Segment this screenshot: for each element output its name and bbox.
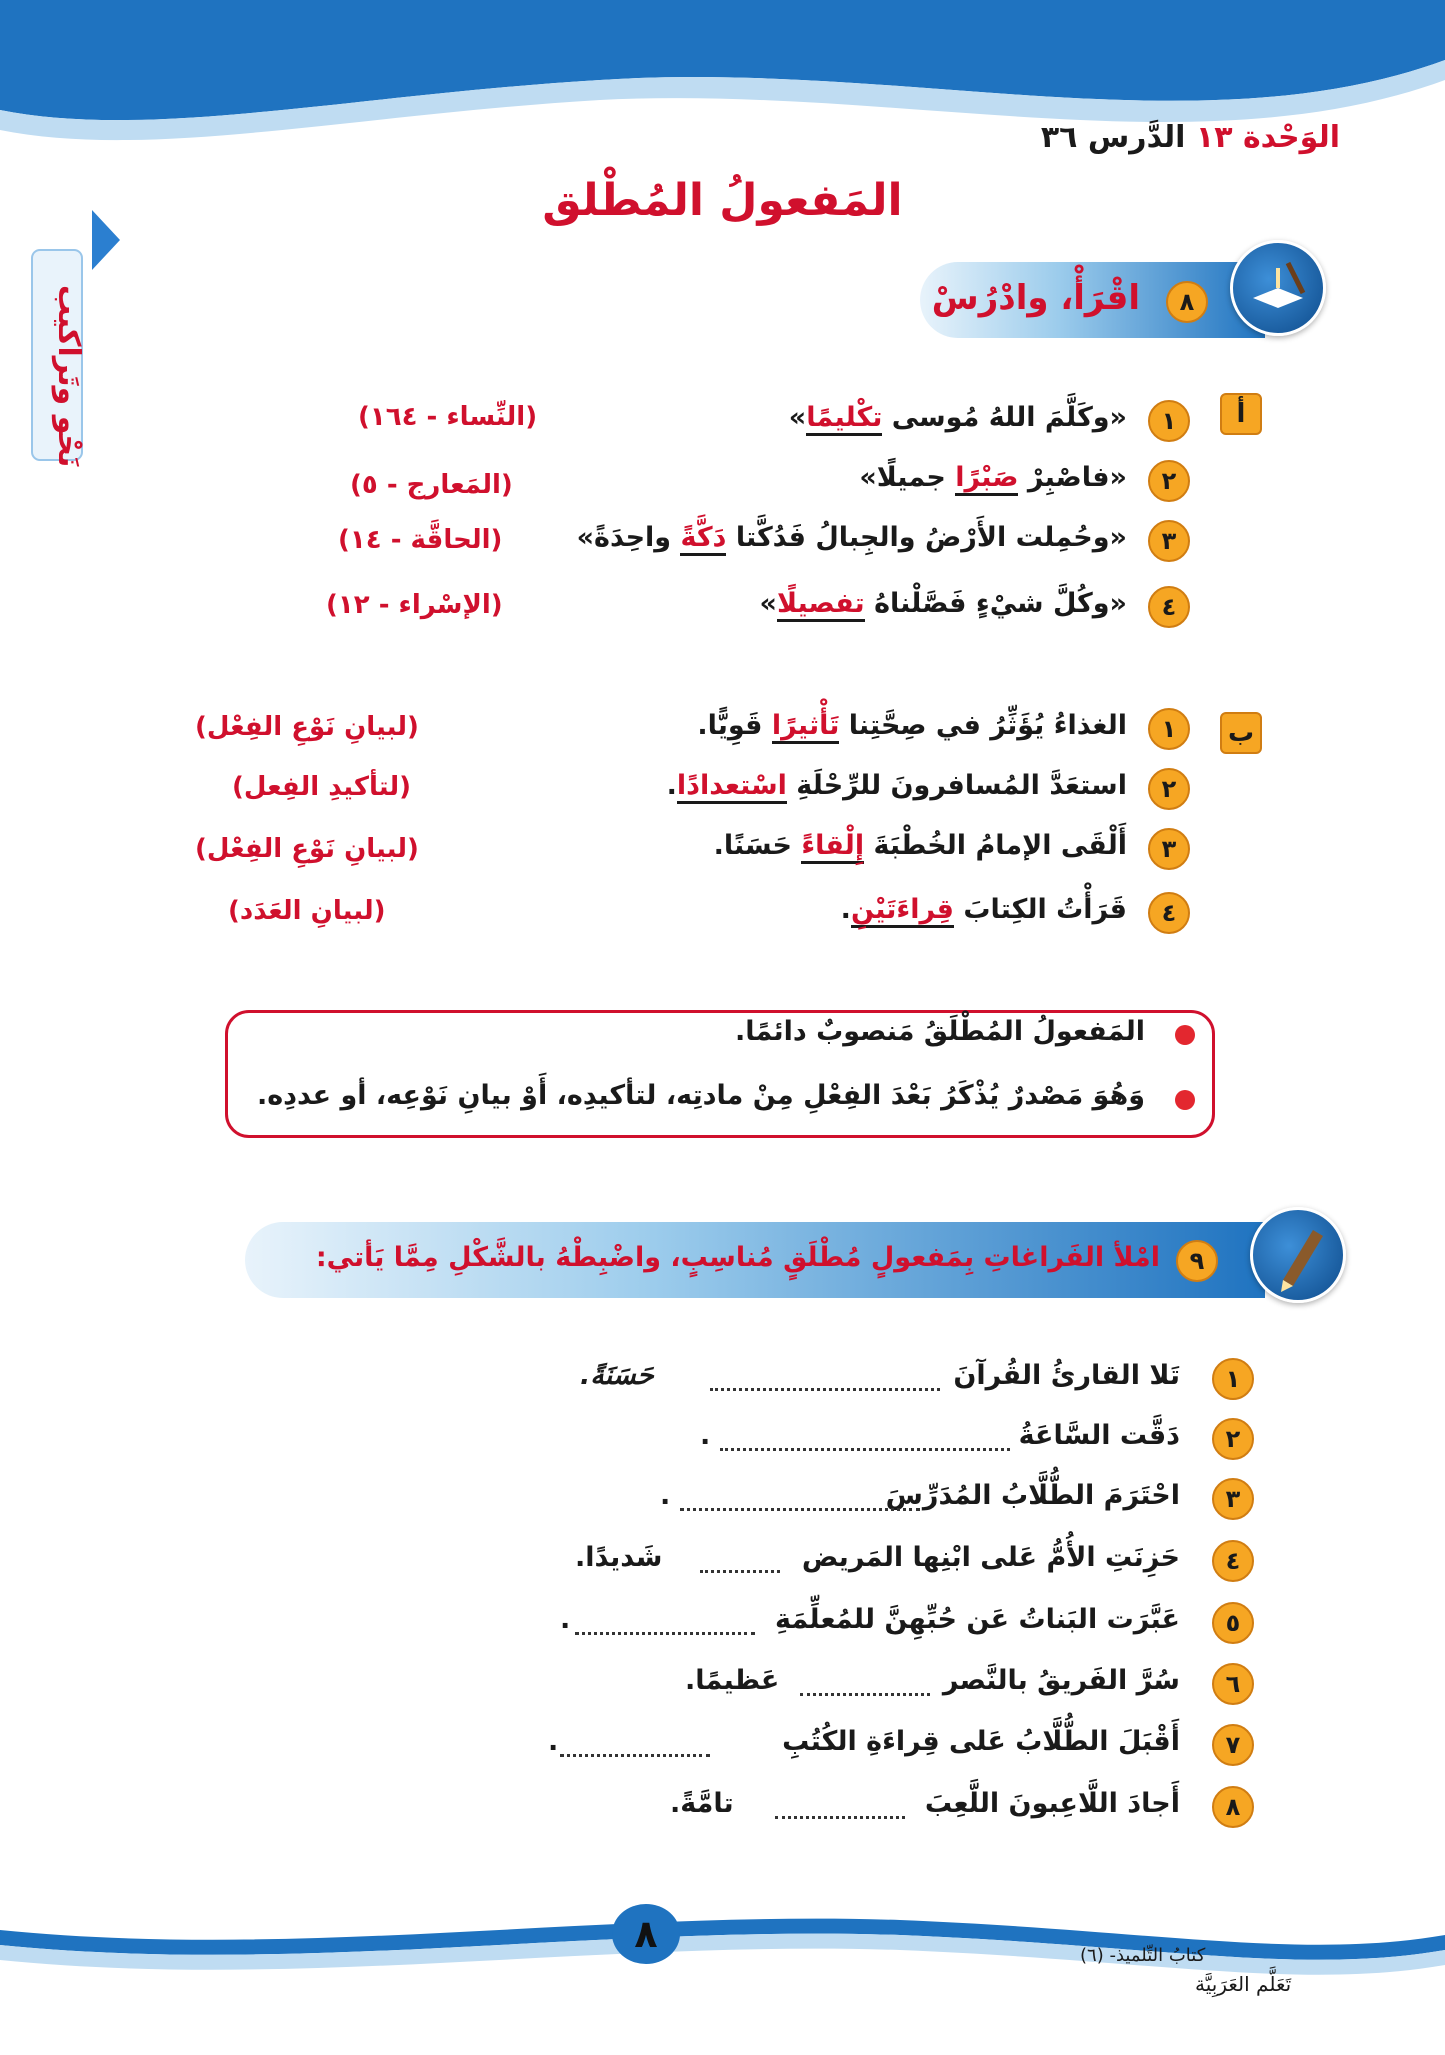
answer-blank[interactable] <box>800 1693 930 1696</box>
item-number: ٢ <box>1148 768 1190 810</box>
pencil-icon <box>1250 1207 1346 1303</box>
verse-line: «وكَلَّمَ اللهُ مُوسى تكْليمًا» <box>789 402 1127 433</box>
lesson-label: الدَّرس ٣٦ <box>1040 120 1186 155</box>
highlighted-word: تكْليمًا <box>806 402 882 436</box>
answer-blank[interactable] <box>775 1816 905 1819</box>
exercise-tail: . <box>700 1420 711 1451</box>
example-purpose: (لبيانِ العَدَد) <box>228 896 386 926</box>
item-number: ١ <box>1148 708 1190 750</box>
exercise-tail: . <box>660 1480 671 1511</box>
item-number: ٢ <box>1148 460 1190 502</box>
highlighted-word: اسْتعدادًا <box>677 770 787 804</box>
item-number: ٣ <box>1212 1478 1254 1520</box>
side-tab-label: نَحْو وتَراكيب <box>51 285 86 468</box>
unit-label: الوَحْدة ١٣ <box>1195 120 1340 155</box>
footer-series: تَعَلَّم العَرَبِيَّة <box>1195 1972 1292 1996</box>
verse-reference: (الحاقَّة - ١٤) <box>338 525 503 555</box>
example-purpose: (لبيانِ نَوْعِ الفِعْل) <box>195 712 419 742</box>
item-number: ٤ <box>1212 1540 1254 1582</box>
book-icon <box>1230 240 1326 336</box>
section-8-number: ٨ <box>1166 281 1208 323</box>
verse-line: «وكُلَّ شيْءٍ فَصَّلْناهُ تفصيلًا» <box>760 588 1127 619</box>
highlighted-word: دَكَّةً <box>680 522 726 556</box>
verse-line: «وحُمِلت الأَرْضُ والجِبالُ فَدُكَّتا دَكَّةً واحِدَةً» <box>577 522 1127 553</box>
item-number: ٧ <box>1212 1724 1254 1766</box>
item-number: ٥ <box>1212 1602 1254 1644</box>
exercise-sentence: أَجادَ اللَّاعِبونَ اللَّعِبَ <box>924 1788 1180 1819</box>
answer-blank[interactable] <box>560 1754 710 1757</box>
highlighted-word: صَبْرًا <box>955 462 1018 496</box>
part-b-letter: ب <box>1220 712 1262 754</box>
item-number: ٦ <box>1212 1663 1254 1705</box>
footer-book-name: كتابُ التِّلميذ- (٦) <box>1080 1945 1206 1966</box>
example-purpose: (لبيانِ نَوْعِ الفِعْل) <box>195 834 419 864</box>
exercise-tail: . <box>548 1726 559 1757</box>
answer-blank[interactable] <box>575 1632 755 1635</box>
answer-blank[interactable] <box>700 1570 780 1573</box>
bullet-dot <box>1175 1090 1195 1110</box>
exercise-tail: شَديدًا. <box>575 1542 663 1573</box>
example-line: استعَدَّ المُسافرونَ للرِّحْلَةِ اسْتعدادًا. <box>667 770 1127 801</box>
page-number-badge: ٨ <box>612 1904 680 1964</box>
exercise-sentence: أَقْبَلَ الطُّلَّابُ عَلى قِراءَةِ الكُتُبِ <box>782 1726 1180 1757</box>
lesson-heading <box>1041 120 1340 155</box>
exercise-sentence: احْتَرَمَ الطُّلَّابُ المُدَرِّسَ <box>885 1480 1180 1511</box>
exercise-tail: عَظيمًا. <box>685 1665 780 1696</box>
exercise-tail: . <box>560 1604 571 1635</box>
example-line: أَلْقَى الإمامُ الخُطْبَةَ إِلْقاءً حَسَنًا. <box>714 830 1127 861</box>
verse-line: «فاصْبِرْ صَبْرًا جميلًا» <box>859 462 1127 493</box>
rule-text: المَفعولُ المُطْلَقُ مَنصوبٌ دائمًا. <box>734 1016 1145 1047</box>
verse-reference: (الإسْراء - ١٢) <box>326 590 503 620</box>
exercise-sentence: حَزِنَتِ الأُمُّ عَلى ابْنِها المَريض <box>801 1542 1180 1573</box>
example-line: قَرَأْتُ الكِتابَ قِراءَتَيْنِ. <box>841 894 1127 925</box>
exercise-sentence: تَلا القارئُ القُرآنَ <box>953 1360 1180 1391</box>
verse-reference: (المَعارج - ٥) <box>350 470 513 500</box>
bullet-dot <box>1175 1025 1195 1045</box>
item-number: ٢ <box>1212 1418 1254 1460</box>
highlighted-word: إِلْقاءً <box>801 830 864 864</box>
section-8-title: اقْرَأْ، وادْرُسْ <box>931 278 1140 318</box>
part-a-letter: أ <box>1220 393 1262 435</box>
item-number: ٣ <box>1148 520 1190 562</box>
answer-blank[interactable] <box>710 1388 940 1391</box>
highlighted-word: تفصيلًا <box>777 588 865 622</box>
highlighted-word: تَأْثيرًا <box>772 710 840 744</box>
exercise-sentence: عَبَّرَت البَناتُ عَن حُبِّهِنَّ للمُعلِّمَةِ <box>774 1604 1180 1635</box>
item-number: ١ <box>1212 1358 1254 1400</box>
page-title: المَفعولُ المُطْلق <box>542 175 903 226</box>
answer-blank[interactable] <box>680 1508 920 1511</box>
example-line: الغذاءُ يُؤَثِّرُ في صِحَّتِنا تَأْثيرًا قَوِيًّا. <box>697 710 1127 741</box>
item-number: ٤ <box>1148 892 1190 934</box>
verse-reference: (النِّساء - ١٦٤) <box>358 402 538 432</box>
answer-blank[interactable] <box>720 1448 1010 1451</box>
section-9-number: ٩ <box>1176 1240 1218 1282</box>
exercise-tail: تامَّةً. <box>670 1788 734 1819</box>
item-number: ٤ <box>1148 586 1190 628</box>
item-number: ٨ <box>1212 1786 1254 1828</box>
exercise-tail: حَسَنَةً. <box>580 1360 654 1391</box>
highlighted-word: قِراءَتَيْنِ <box>851 894 954 928</box>
exercise-sentence: سُرَّ الفَريقُ بالنَّصر <box>942 1665 1180 1696</box>
item-number: ١ <box>1148 400 1190 442</box>
rule-text: وَهُوَ مَصْدرٌ يُذْكَرُ بَعْدَ الفِعْلِ مِنْ مادتِه، لتأكيدِه، أَوْ بيانِ نَوْعِه، أو عددِه. <box>256 1080 1145 1111</box>
item-number: ٣ <box>1148 828 1190 870</box>
exercise-sentence: دَقَّت السَّاعَةُ <box>1018 1420 1180 1451</box>
example-purpose: (لتأكيدِ الفِعل) <box>232 772 411 802</box>
section-9-title: امْلأ الفَراغاتِ بِمَفعولٍ مُطْلَقٍ مُناسِبٍ، واضْبِطْهُ بالشَّكْلِ مِمَّا يَأتي: <box>315 1242 1160 1273</box>
